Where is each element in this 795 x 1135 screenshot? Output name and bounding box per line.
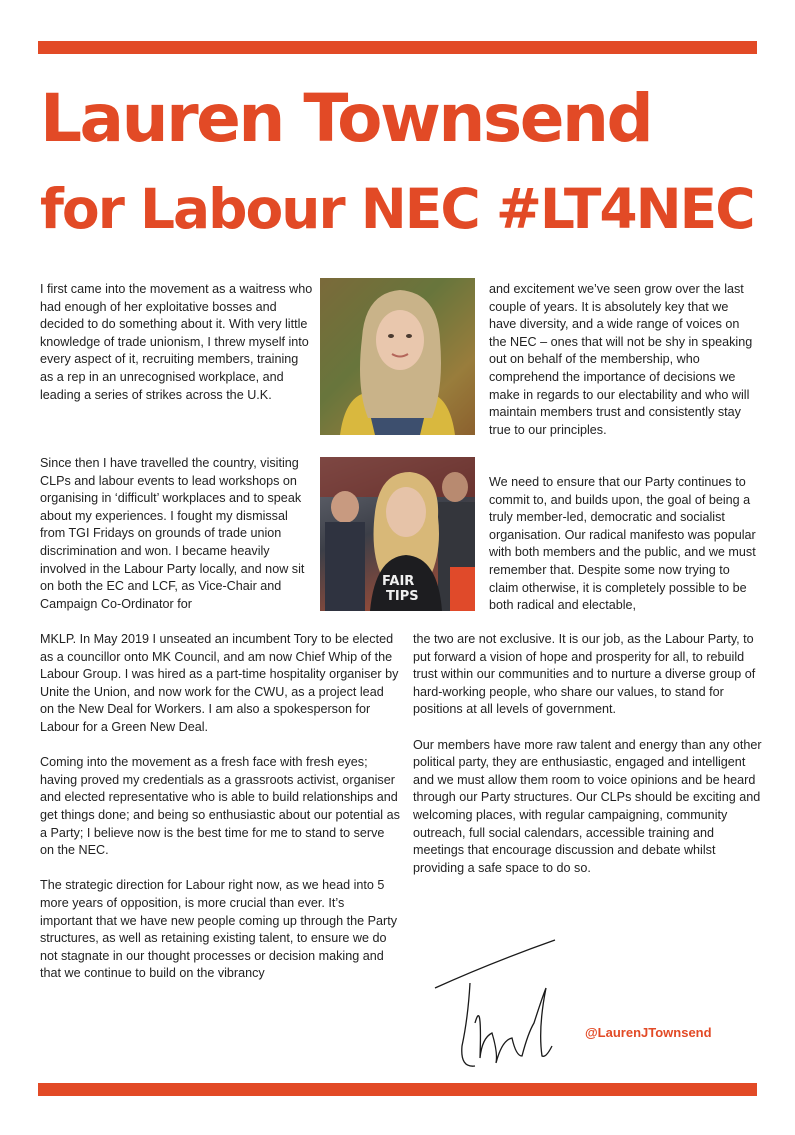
paragraph-member-led: We need to ensure that our Party continues to commit to, and builds upon, the goal of being a truly member-led, democratic and socialist organisation. Our radical manifesto was popular with both members and the public, and we must remember that. Despite some now trying to claim otherwise, it is completely possible to be both radical and electable, [489, 475, 756, 613]
bottom-accent-bar [38, 1083, 757, 1096]
paragraph-experience: Since then I have travelled the country, visiting CLPs and labour events to lead workshops on organising in ‘difficult’ workplaces and to speak about my experiences. I fought my dismissal from TGI Fridays on grounds of trade union discrimination and won. I became heavily involved in the Labour Party locally, and now sit on both the EC and LCF, as Vice-Chair and Campaign Co-Ordinator for [40, 456, 305, 611]
paragraph-experience-cont: MKLP. In May 2019 I unseated an incumbent Tory to be elected as a councillor onto MK Council, and am now Chief Whip of the Labour Group. I was hired as a part-time hospitality organiser by Unite the Union, and now work for the CWU, as a project lead on the New Deal for Workers. I am also a spokesperson for Labour for a Green New Deal. [40, 632, 399, 734]
campaign-rally-photo [320, 457, 475, 611]
paragraph-diversity: and excitement we’ve seen grow over the last couple of years. It is absolutely key that we have diversity, and a wide range of voices on the NEC – ones that will not be shy in speaking out on behalf of the membership, who comprehend the importance of decisions we make in regards to our electability and who will maintain members trust and consistently stay true to our principles. [489, 282, 753, 437]
top-accent-bar [38, 41, 757, 54]
left-column-top [40, 281, 315, 404]
left-column-bottom [40, 631, 400, 983]
handwritten-signature [430, 928, 570, 1078]
twitter-handle: @LaurenJTownsend [585, 1025, 712, 1040]
svg-text:FAIR: FAIR [382, 574, 415, 589]
right-column-mid [489, 474, 759, 615]
left-column-mid [40, 455, 315, 613]
paragraph-why-now: Coming into the movement as a fresh face with fresh eyes; having proved my credentials as a grassroots activist, organiser and elected representative who is able to build relationships and get things done; and being so enthusiastic about our potential as a Party; I believe now is the best time for me to stand to serve on the NEC. [40, 755, 400, 858]
right-column-top [489, 281, 759, 439]
right-column-bottom [413, 631, 763, 877]
paragraph-strategy: The strategic direction for Labour right now, as we head into 5 more years of opposition, is more crucial than ever. It’s important that we have new people coming up through the Party structures, as well as retaining existing talent, to ensure we do not stagnate in our thought processes or decision making and that we continue to build on the vibrancy [40, 878, 398, 981]
page-title: Lauren Townsend [40, 80, 652, 157]
svg-text:TIPS: TIPS [386, 589, 419, 604]
page-subtitle: for Labour NEC #LT4NEC [40, 177, 754, 241]
paragraph-members-talent: Our members have more raw talent and energy than any other political party, they are enthusiastic, engaged and intelligent and we must allow them room to voice opinions and be heard through our Party structures. Our CLPs should be exciting and welcoming places, with regular campaigning, community outreach, full social calendars, accessible training and meetings that encourage discussion and debate whilst providing a safe space to do so. [413, 737, 762, 875]
paragraph-intro: I first came into the movement as a waitress who had enough of her exploitative bosses and decided to do something about it. With very little knowledge of trade unionism, I threw myself into every aspect of it, recruiting members, training as a rep in an unrecognised workplace, and leading a series of strikes across the U.K. [40, 282, 313, 402]
paragraph-member-led-cont: the two are not exclusive. It is our job, as the Labour Party, to put forward a vision of hope and prosperity for all, to rebuild trust within our communities and to nurture a diverse group of hard-working people, who share our values, to stand for positions at all levels of government. [413, 632, 756, 717]
candidate-portrait-photo [320, 278, 475, 435]
